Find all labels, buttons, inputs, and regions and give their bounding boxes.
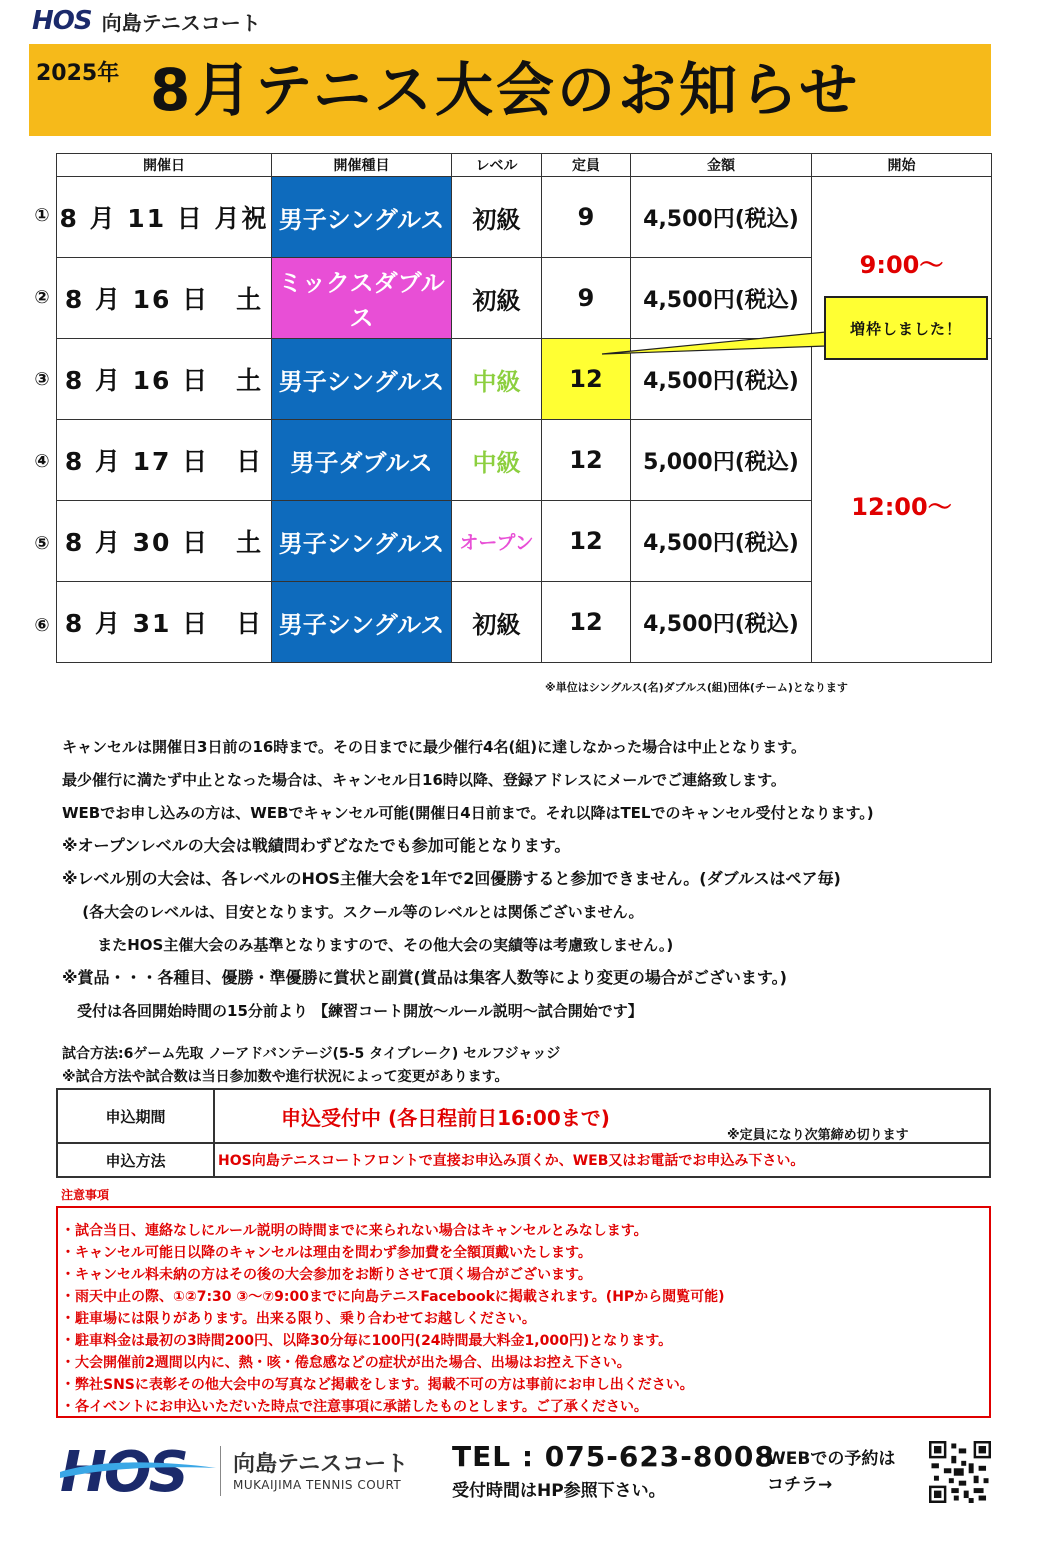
header-start: 開始: [812, 154, 992, 177]
header-date: 開催日: [57, 154, 272, 177]
row-date: 8 月 17 日 日: [57, 420, 272, 501]
row-level: 初級: [452, 258, 542, 339]
row-event: 男子シングルス: [272, 339, 452, 420]
row-number: ②: [34, 287, 50, 308]
row-price: 4,500円(税込): [631, 582, 812, 663]
footer-hos-logo: HOS: [60, 1440, 186, 1505]
apply-method-value: HOS向島テニスコートフロントで直接お申込み頂くか、WEB又はお電話でお申込み下さい。: [214, 1143, 990, 1177]
apply-period-label: 申込期間: [57, 1089, 214, 1143]
apply-period-cell: [214, 1089, 990, 1143]
application-table: [56, 1088, 991, 1178]
schedule-table: [56, 153, 992, 663]
row-date: 8 月 16 日 土: [57, 339, 272, 420]
caution-item: ・弊社SNSに表彰その他大会中の写真など掲載をします。掲載不可の方は事前にお申し出ください。: [61, 1377, 694, 1393]
callout-capacity-increase: 増枠しました！: [824, 296, 988, 360]
row-event: ミックスダブルス: [272, 258, 452, 339]
row-event: 男子シングルス: [272, 177, 452, 258]
row-price: 5,000円(税込): [631, 420, 812, 501]
hos-logo: HOS: [32, 6, 92, 36]
note-line: ※賞品・・・各種目、優勝・準優勝に賞状と副賞(賞品は集客人数等により変更の場合がございます。): [62, 968, 787, 987]
caution-item: ・キャンセル料未納の方はその後の大会参加をお断りさせて頂く場合がございます。: [61, 1267, 592, 1283]
apply-method-row: [57, 1143, 990, 1177]
footer-hours: 受付時間はHP参照下さい。: [452, 1481, 666, 1501]
row-number: ③: [34, 369, 50, 390]
caution-title: 注意事項: [61, 1188, 110, 1202]
apply-period-row: [57, 1089, 990, 1143]
callout-pointer: [600, 330, 830, 360]
footer-divider: [220, 1446, 221, 1496]
match-format: 試合方法:6ゲーム先取 ノーアドバンテージ(5-5 タイブレーク) セルフジャッジ: [62, 1046, 561, 1062]
caution-box: [56, 1206, 991, 1418]
notes-section: [62, 735, 1002, 1032]
row-date: 8 月 16 日 土: [57, 258, 272, 339]
page-title: 8月テニス大会のお知らせ: [150, 56, 861, 124]
row-capacity: 9: [542, 258, 631, 339]
web-booking-line2: コチラ→: [767, 1475, 833, 1495]
table-row: [57, 177, 992, 258]
brand-name: 向島テニスコート: [101, 10, 261, 35]
logo-swoosh-icon: [58, 1458, 218, 1482]
row-price: 4,500円(税込): [631, 339, 812, 420]
caution-item: ・駐車料金は最初の3時間200円、以降30分毎に100円(24時間最大料金1,000円)となります。: [61, 1333, 673, 1349]
caution-item: ・駐車場には限りがあります。出来る限り、乗り合わせてお越しください。: [61, 1311, 536, 1327]
row-level: 中級: [452, 420, 542, 501]
web-booking-line1: WEBでの予約は: [767, 1449, 896, 1469]
header-capacity: 定員: [542, 154, 631, 177]
caution-item: ・キャンセル可能日以降のキャンセルは理由を問わず参加費を全額頂戴いたします。: [61, 1245, 592, 1261]
row-date: 8 月 11 日 月祝: [57, 177, 272, 258]
header-event: 開催種目: [272, 154, 452, 177]
note-line: ※オープンレベルの大会は戦績問わずどなたでも参加可能となります。: [62, 836, 571, 855]
apply-period-note: ※定員になり次第締め切ります: [727, 1128, 909, 1143]
footer-court-name-en: MUKAIJIMA TENNIS COURT: [233, 1478, 402, 1492]
start-time-afternoon: 12:00～: [812, 339, 992, 663]
caution-item: ・大会開催前2週間以内に、熱・咳・倦怠感などの症状が出た場合、出場はお控え下さい。: [61, 1355, 631, 1371]
footer-court-name: 向島テニスコート: [233, 1452, 409, 1477]
row-date: 8 月 31 日 日: [57, 582, 272, 663]
row-number: ⑥: [34, 615, 50, 636]
row-level: 初級: [452, 582, 542, 663]
row-level: 初級: [452, 177, 542, 258]
row-event: 男子シングルス: [272, 501, 452, 582]
row-event: 男子ダブルス: [272, 420, 452, 501]
note-line: (各大会のレベルは、目安となります。スクール等のレベルとは関係ございません。: [62, 903, 644, 921]
apply-method-label: 申込方法: [57, 1143, 214, 1177]
row-capacity: 12: [542, 420, 631, 501]
row-date: 8 月 30 日 土: [57, 501, 272, 582]
row-event: 男子シングルス: [272, 582, 452, 663]
row-price: 4,500円(税込): [631, 177, 812, 258]
header-level: レベル: [452, 154, 542, 177]
unit-note: ※単位はシングルス(名)ダブルス(組)団体(チーム)となります: [545, 681, 848, 694]
row-number: ⑤: [34, 533, 50, 554]
row-level: 中級: [452, 339, 542, 420]
match-change-note: ※試合方法や試合数は当日参加数や進行状況によって変更があります。: [62, 1069, 509, 1085]
row-number: ①: [34, 205, 50, 226]
note-line: 受付は各回開始時間の15分前より 【練習コート開放～ルール説明～試合開始です】: [62, 1002, 643, 1020]
caution-item: ・雨天中止の際、①②7:30 ③～⑦9:00までに向島テニスFacebookに掲載されます。(HPから閲覧可能): [61, 1289, 725, 1305]
caution-item: ・試合当日、連絡なしにルール説明の時間までに来られない場合はキャンセルとみなします。: [61, 1223, 648, 1239]
row-capacity: 9: [542, 177, 631, 258]
row-capacity-highlighted: 12: [542, 339, 631, 420]
row-price: 4,500円(税込): [631, 258, 812, 339]
title-year: 2025年: [36, 61, 120, 86]
apply-period-value: 申込受付中 (各日程前日16:00まで): [281, 1106, 610, 1130]
header-price: 金額: [631, 154, 812, 177]
note-line: キャンセルは開催日3日前の16時まで。その日までに最少催行4名(組)に達しなかった場合は中止となります。: [62, 738, 806, 756]
note-line: またHOS主催大会のみ基準となりますので、その他大会の実績等は考慮致しません。): [62, 936, 674, 954]
row-price: 4,500円(税込): [631, 501, 812, 582]
start-time-morning: 9:00～: [812, 177, 992, 339]
row-number: ④: [34, 451, 50, 472]
row-capacity: 12: [542, 582, 631, 663]
footer-telephone[interactable]: TEL : 075-623-8008: [452, 1440, 775, 1473]
note-line: ※レベル別の大会は、各レベルのHOS主催大会を1年で2回優勝すると参加できません。(ダブルスはペア毎): [62, 869, 841, 888]
qr-code-icon[interactable]: [929, 1441, 991, 1503]
table-header-row: [57, 154, 992, 177]
row-capacity: 12: [542, 501, 631, 582]
footer-web-booking[interactable]: [767, 1446, 895, 1498]
caution-item: ・各イベントにお申込いただいた時点で注意事項に承諾したものとします。ご了承ください。: [61, 1399, 648, 1415]
row-level: オープン: [452, 501, 542, 582]
note-line: WEBでお申し込みの方は、WEBでキャンセル可能(開催日4日前まで。それ以降はTELでのキャンセル受付となります。): [62, 804, 874, 822]
header-brand: [32, 6, 261, 36]
note-line: 最少催行に満たず中止となった場合は、キャンセル日16時以降、登録アドレスにメールでご連絡致します。: [62, 771, 786, 789]
